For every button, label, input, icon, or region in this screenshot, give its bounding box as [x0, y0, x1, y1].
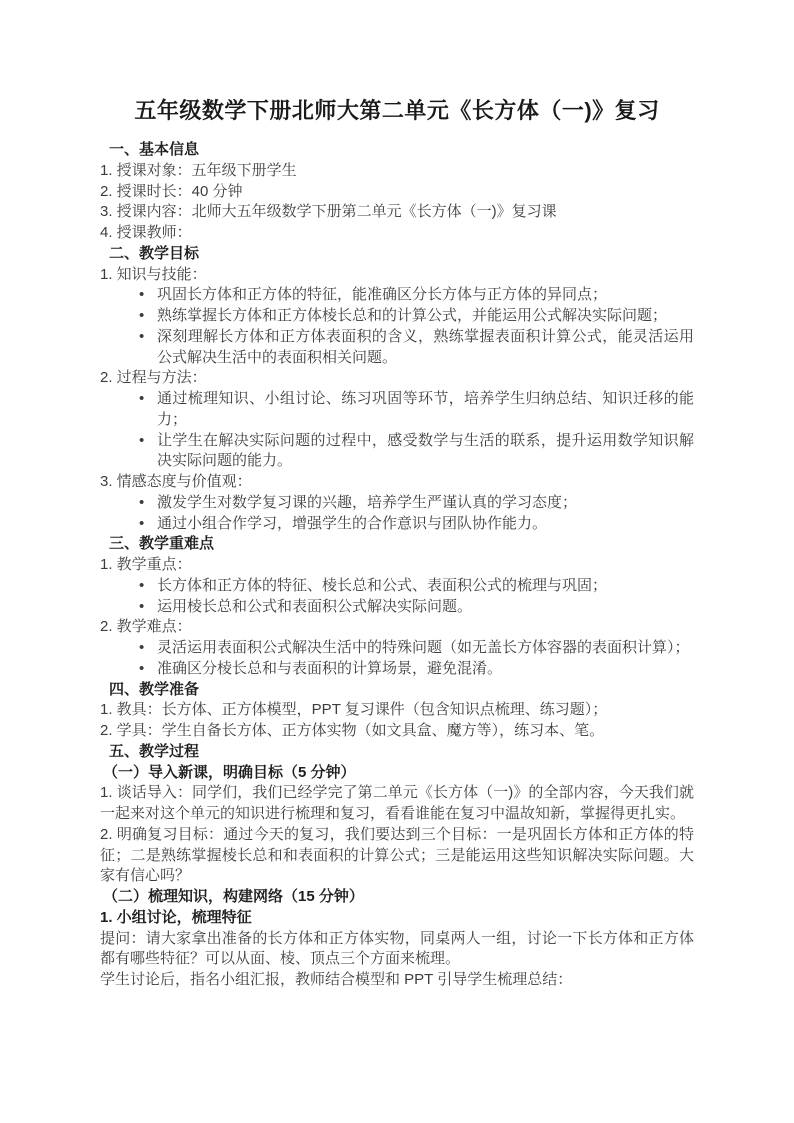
numbered-item: 2. 教学难点： — [100, 618, 192, 636]
document-title: 五年级数学下册北师大第二单元《长方体（一)》复习 — [134, 98, 660, 123]
section-heading: 四、教学准备 — [109, 680, 200, 698]
paragraph: 学生讨论后，指名小组汇报，教师结合模型和 PPT 引导学生梳理总结： — [100, 971, 573, 988]
bullet-item: • 熟练掌握长方体和正方体棱长总和的计算公式，并能运用公式解决实际问题； — [100, 306, 694, 327]
numbered-item: 1. 教学重点： — [100, 556, 192, 573]
paragraph: 1. 谈话导入：同学们，我们已经学完了第二单元《长方体（一)》的全部内容，今天我们就一起来对这个单元的知识进行梳理和复习，看看谁能在复习中温故知新，掌握得更扎实。 — [100, 784, 694, 822]
numbered-item: 3. 情感态度与价值观： — [100, 473, 252, 490]
subsection-heading: （一）导入新课，明确目标（5 分钟） — [103, 763, 356, 781]
bullet-item: • 运用棱长总和公式和表面积公式解决实际问题。 — [100, 597, 694, 618]
bullet-item: • 灵活运用表面积公式解决生活中的特殊问题（如无盖长方体容器的表面积计算）； — [100, 638, 694, 659]
numbered-item: 3. 授课内容：北师大五年级数学下册第二单元《长方体（一)》复习课 — [100, 203, 557, 221]
numbered-item: 4. 授课教师： — [100, 224, 192, 241]
section-heading: 三、教学重难点 — [109, 535, 215, 553]
bullet-item: • 长方体和正方体的特征、棱长总和公式、表面积公式的梳理与巩固； — [100, 576, 694, 597]
bullet-item: • 巩固长方体和正方体的特征，能准确区分长方体与正方体的异同点； — [100, 285, 694, 306]
numbered-item: 2. 过程与方法： — [100, 369, 207, 387]
section-heading: 一、基本信息 — [109, 141, 200, 158]
bullet-item: • 让学生在解决实际问题的过程中，感受数学与生活的联系，提升运用数学知识解决实际问题的能力。 — [100, 431, 694, 473]
paragraph: 2. 明确复习目标：通过今天的复习，我们要达到三个目标：一是巩固长方体和正方体的特征；二是熟练掌握棱长总和和表面积的计算公式；三是能运用这些知识解决实际问题。大家有信心吗？ — [100, 825, 694, 885]
bullet-item: • 准确区分棱长总和与表面积的计算场景，避免混淆。 — [100, 659, 694, 680]
numbered-item: 2. 授课时长：40 分钟 — [100, 182, 243, 200]
numbered-item: 1. 授课对象：五年级下册学生 — [100, 161, 297, 179]
numbered-item: 1. 知识与技能： — [100, 265, 207, 283]
document-body — [100, 140, 694, 991]
section-heading: 五、教学过程 — [109, 742, 200, 760]
bullet-item: • 通过梳理知识、小组讨论、练习巩固等环节，培养学生归纳总结、知识迁移的能力； — [100, 389, 694, 431]
numbered-item: 2. 学具：学生自备长方体、正方体实物（如文具盒、魔方等），练习本、笔。 — [100, 722, 605, 739]
subsection-heading: （二）梳理知识，构建网络（15 分钟） — [103, 888, 364, 905]
bullet-item: • 激发学生对数学复习课的兴趣，培养学生严谨认真的学习态度； — [100, 493, 694, 514]
numbered-item: 1. 教具：长方体、正方体模型，PPT 复习课件（包含知识点梳理、练习题）； — [100, 701, 608, 719]
numbered-subheading: 1. 小组讨论，梳理特征 — [100, 908, 252, 926]
paragraph: 提问：请大家拿出准备的长方体和正方体实物，同桌两人一组，讨论一下长方体和正方体都有哪些特征？可以从面、棱、顶点三个方面来梳理。 — [100, 929, 694, 968]
bullet-item: • 深刻理解长方体和正方体表面积的含义，熟练掌握表面积计算公式，能灵活运用公式解决生活中的表面积相关问题。 — [100, 327, 694, 369]
bullet-item: • 通过小组合作学习，增强学生的合作意识与团队协作能力。 — [100, 514, 694, 535]
section-heading: 二、教学目标 — [109, 244, 200, 262]
